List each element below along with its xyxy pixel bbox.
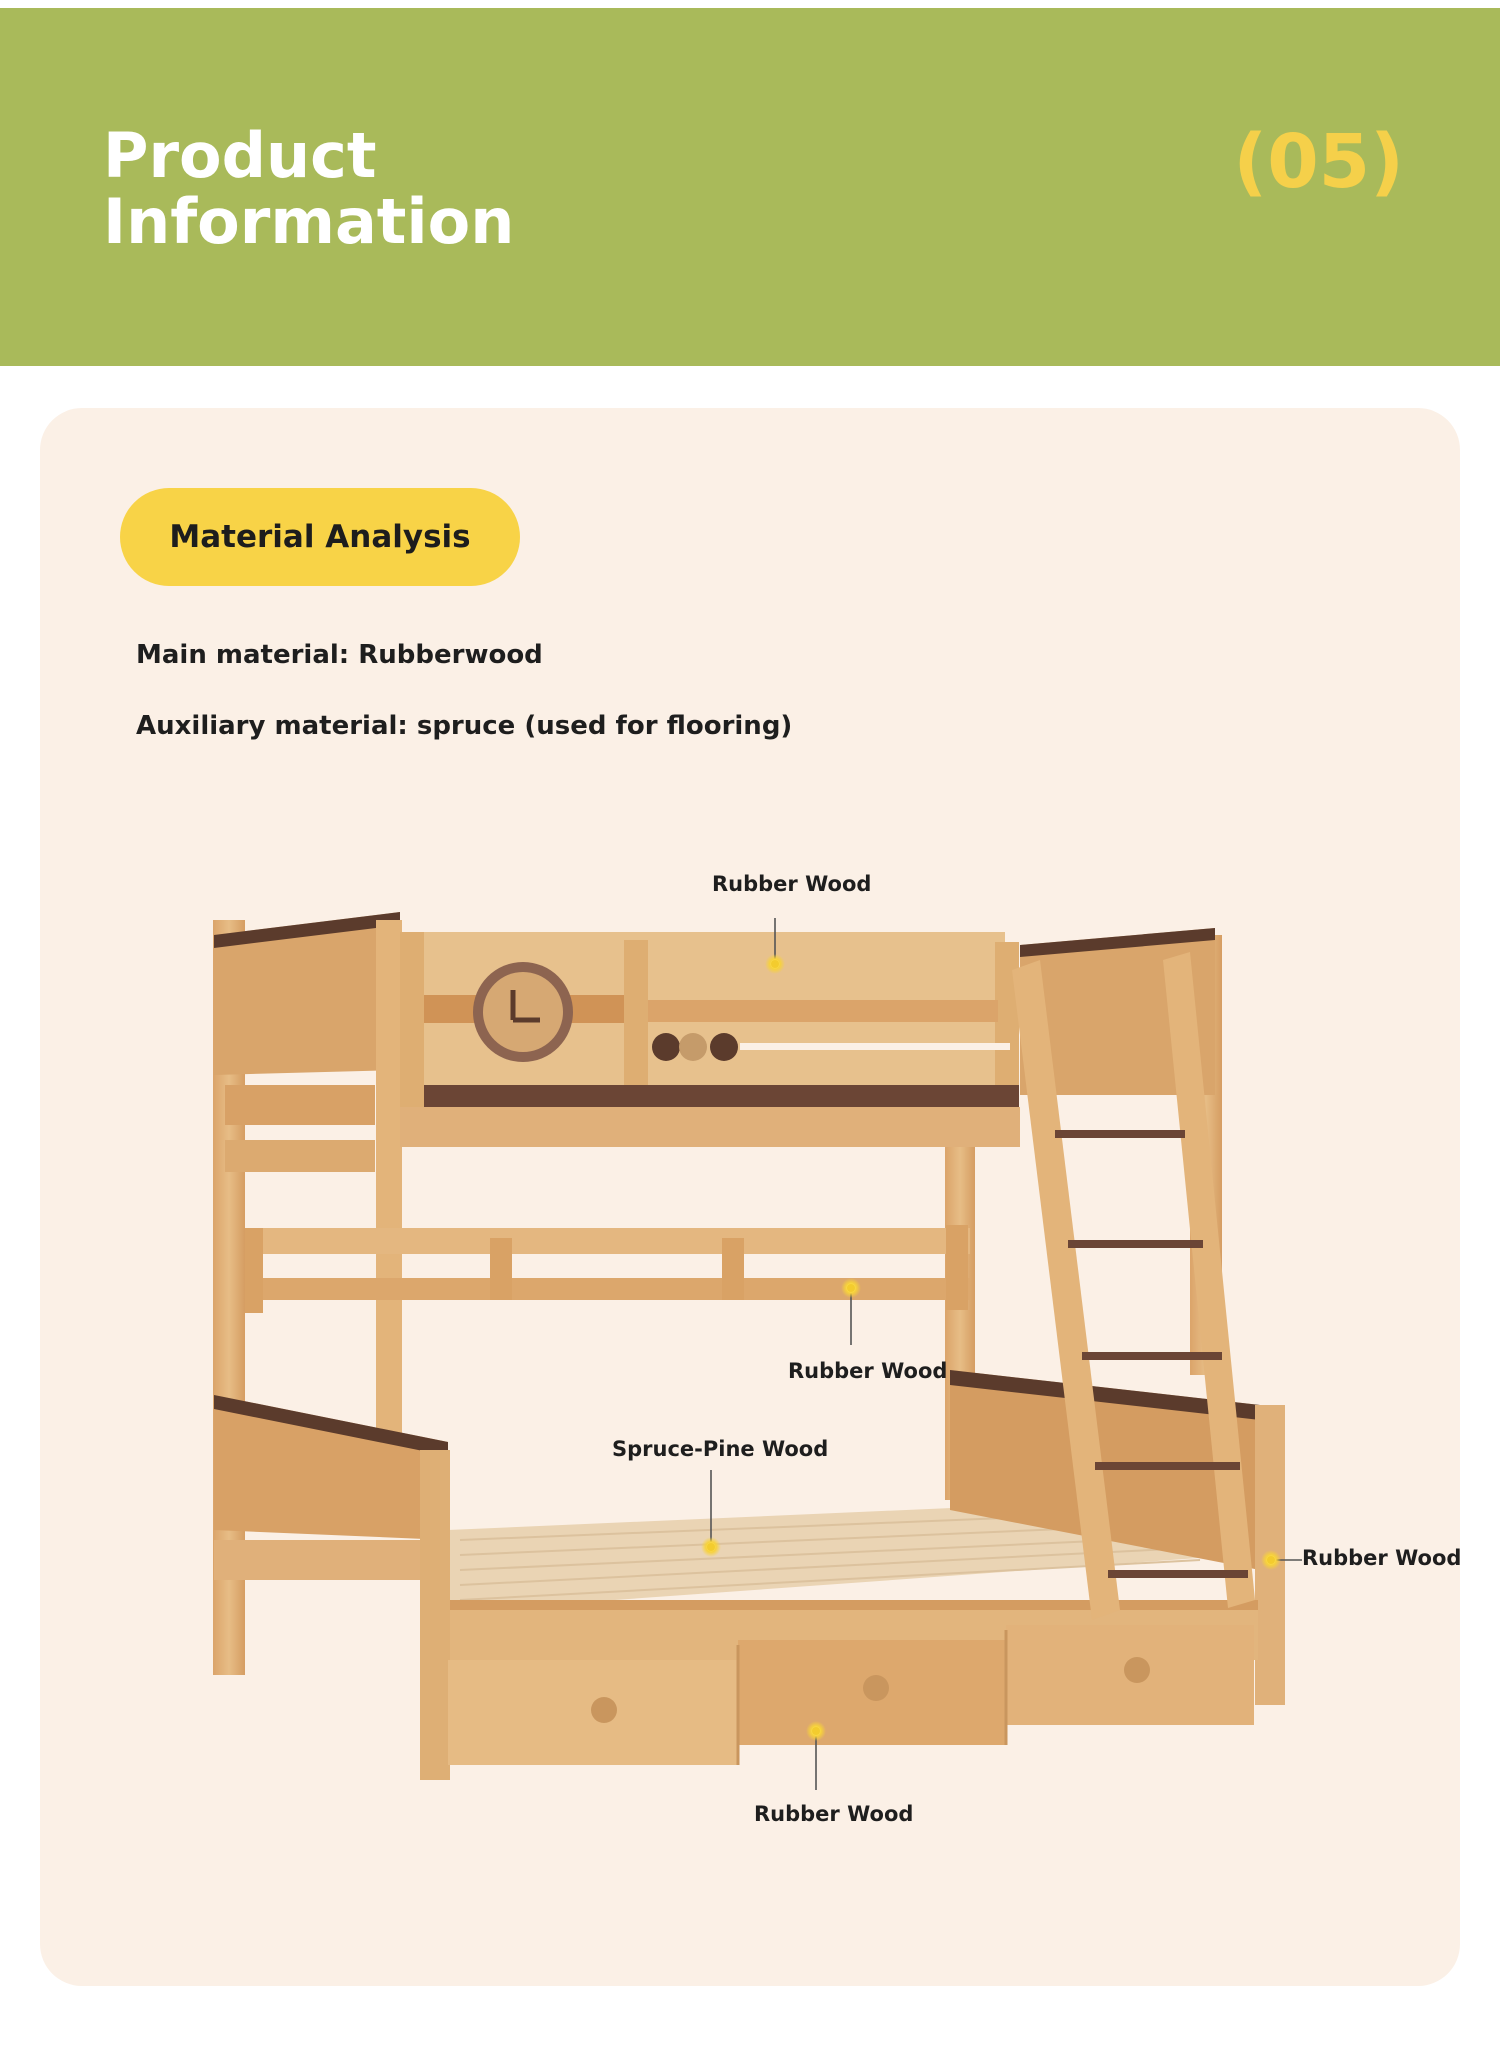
section-number: (05)	[1233, 119, 1404, 205]
page-title-line1: Product	[103, 119, 377, 192]
callout-upper-rail: Rubber Wood	[712, 872, 872, 896]
base-front-rail-edge	[448, 1600, 1258, 1610]
abacus-beads-icon	[652, 1033, 738, 1061]
main-material-text: Main material: Rubberwood	[136, 640, 543, 670]
callout-ladder: Rubber Wood	[1302, 1546, 1462, 1570]
front-left-post	[420, 1450, 450, 1780]
lower-back-rail	[245, 1225, 970, 1313]
callout-lower-rail: Rubber Wood	[788, 1359, 948, 1383]
material-analysis-badge: Material Analysis	[120, 488, 520, 586]
page-title-line2: Information	[103, 185, 515, 258]
clock-icon	[473, 962, 573, 1062]
auxiliary-material-text: Auxiliary material: spruce (used for flooring)	[136, 711, 793, 741]
callout-drawers: Rubber Wood	[754, 1802, 914, 1826]
lower-left-footboard	[214, 1395, 448, 1780]
callout-slats: Spruce-Pine Wood	[612, 1437, 829, 1461]
